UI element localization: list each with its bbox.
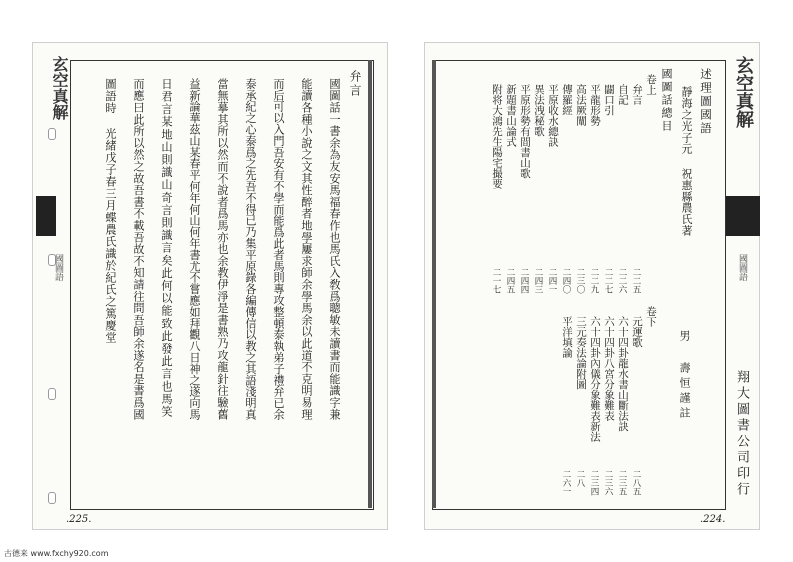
toc-entry: [546, 68, 560, 304]
toc-entry-label: 高法厥闡: [575, 84, 587, 126]
body-column: 國圖話一書余為友安馬福春作也馬氏入敎爲聰敏未讀書而能識字兼: [328, 78, 341, 421]
toc-entry-page: 二一七: [491, 268, 501, 294]
toc-entry-page: 二二九: [589, 268, 599, 294]
toc-entry-page: 二四四: [519, 268, 529, 294]
toc-entry: [504, 68, 518, 304]
toc-entry-page: 二四三: [533, 268, 543, 294]
left-strip-chapter: 國圖語: [53, 254, 63, 281]
left-section-title: 弁言: [348, 70, 362, 98]
toc-entry-label: 平龍形勢: [589, 84, 601, 126]
toc-entry-page: 二六一: [561, 470, 571, 496]
toc-entry: [602, 316, 616, 506]
toc-entry: [644, 306, 658, 496]
toc-entry-label: 闢口引: [603, 84, 615, 116]
right-side-strip: [726, 48, 760, 518]
toc-entry-label: 平洋填論: [561, 316, 573, 358]
left-page-number: .225.: [66, 514, 92, 525]
body-column: 益新論華茲山某春平何年何山何年書尤不嘗應如拜觀八日神之遂向馬: [188, 78, 201, 420]
toc-entry: [532, 68, 546, 304]
toc-entry: [644, 68, 658, 298]
toc-author-line: 靜海之光子元 祝惠縣農氏著: [680, 86, 693, 237]
toc-entry-page: 二三六: [603, 470, 613, 496]
toc-entry-label: 平原形勢有間書山歌: [519, 84, 531, 179]
body-column: 而應曰此所以然之故吾書不載吾故不知請往問吾師余遂名是書爲國: [132, 78, 145, 421]
left-strip-title: 玄空真解: [50, 56, 69, 120]
toc-entry-page: 二三四: [589, 470, 599, 496]
body-column: 日君言某地山則識山奇言則識言矣此何以能致此發此言也馬笑: [160, 78, 173, 419]
right-edge-bar: [432, 60, 436, 508]
right-page-number: .224.: [700, 514, 726, 525]
toc-entry: [630, 316, 644, 506]
toc-entry-page: 二二六: [617, 268, 627, 294]
toc-entry: [518, 68, 532, 304]
toc-annotator: 男 壽恒謹註: [678, 330, 691, 422]
body-column: 能讀各種小說之文其性醉者地學屢求師余學馬余以此道不克明易理: [300, 78, 313, 421]
toc-entry: [588, 68, 602, 304]
toc-entry: [616, 68, 630, 304]
toc-title: 國圖話總目: [660, 68, 673, 133]
toc-entry-label: 六十四卦八宮分象難表: [603, 316, 615, 421]
toc-entry-page: 二二五: [631, 268, 641, 294]
left-page: [32, 42, 388, 530]
toc-entry-page: 二八: [575, 470, 585, 487]
left-body-columns: [80, 78, 342, 498]
toc-entry: [574, 316, 588, 506]
toc-entry-label: 六十四卦龍水書山斷法訣: [617, 316, 629, 432]
toc-entry-page: 二四五: [505, 268, 515, 294]
toc-entry: [490, 68, 504, 304]
toc-entry-page: 二三〇: [575, 268, 585, 294]
left-side-strip: [50, 48, 70, 518]
toc-entry-label: 三元奏法論附圖: [575, 316, 587, 390]
body-column: 泰承紀之心泰爲之先吾不得已乃集平原錄各編傳信以教之其語淺明真: [244, 78, 257, 420]
left-strip-band: [36, 196, 56, 236]
toc-entry-page: 二三五: [617, 470, 627, 496]
toc-entry-label: 自記: [617, 84, 629, 105]
toc-entry: [560, 316, 574, 506]
toc-entry-label: 元運歌: [631, 316, 643, 348]
body-column: 圖語時 光緒戊子春三月蝶農氏識於紀氏之篤慶堂: [104, 78, 117, 344]
right-strip-publisher: 翔大圖書公司印行: [734, 370, 749, 498]
toc-entry: [560, 68, 574, 304]
toc-entry-label: 平原收水總訣: [547, 84, 559, 147]
toc-entry-page: 二四一: [547, 268, 557, 294]
body-column: 當無摹其所以然而不說者爲馬亦也余教伊淨是書熟乃攻龍針往驗舊: [216, 78, 229, 421]
toc-entry-label: 卷下: [645, 306, 657, 327]
toc-entry-label: 卷上: [645, 74, 657, 95]
right-page: [424, 42, 760, 530]
toc-entry: [588, 316, 602, 506]
toc-entry-label: 六十四卦內儀分象難表新法: [589, 316, 601, 442]
toc-book-header: 述理圖國語: [699, 68, 713, 136]
toc-entry: [630, 68, 644, 304]
toc-entry: [602, 68, 616, 304]
toc-entry-label: 傳羅經: [561, 84, 573, 116]
toc-entry-label: 新題書山論式: [505, 84, 517, 147]
toc-entry: [616, 316, 630, 506]
right-strip-band: [726, 196, 760, 236]
body-column: 而后可以入門吾安有不學而能爲此者馬則專攻整頓泰執弟子禮弁已余: [272, 78, 285, 420]
right-strip-title: 玄空真解: [733, 56, 754, 128]
right-toc-columns: [446, 68, 718, 504]
footer-watermark: 古德来 www.fxchy920.com: [4, 549, 109, 558]
left-edge-bar: [368, 60, 372, 508]
toc-entry-label: 附将大鴻先生陽宅撮要: [491, 84, 503, 189]
toc-entry-label: 異法洩秘歌: [533, 84, 545, 137]
toc-entry: [574, 68, 588, 304]
toc-entry-page: 二八五: [631, 470, 641, 496]
toc-entry-label: 弁言: [631, 84, 643, 105]
toc-entry-page: 二四〇: [561, 268, 571, 294]
toc-entry-page: 二二七: [603, 268, 613, 294]
right-strip-chapter: 國圖語: [737, 254, 747, 281]
